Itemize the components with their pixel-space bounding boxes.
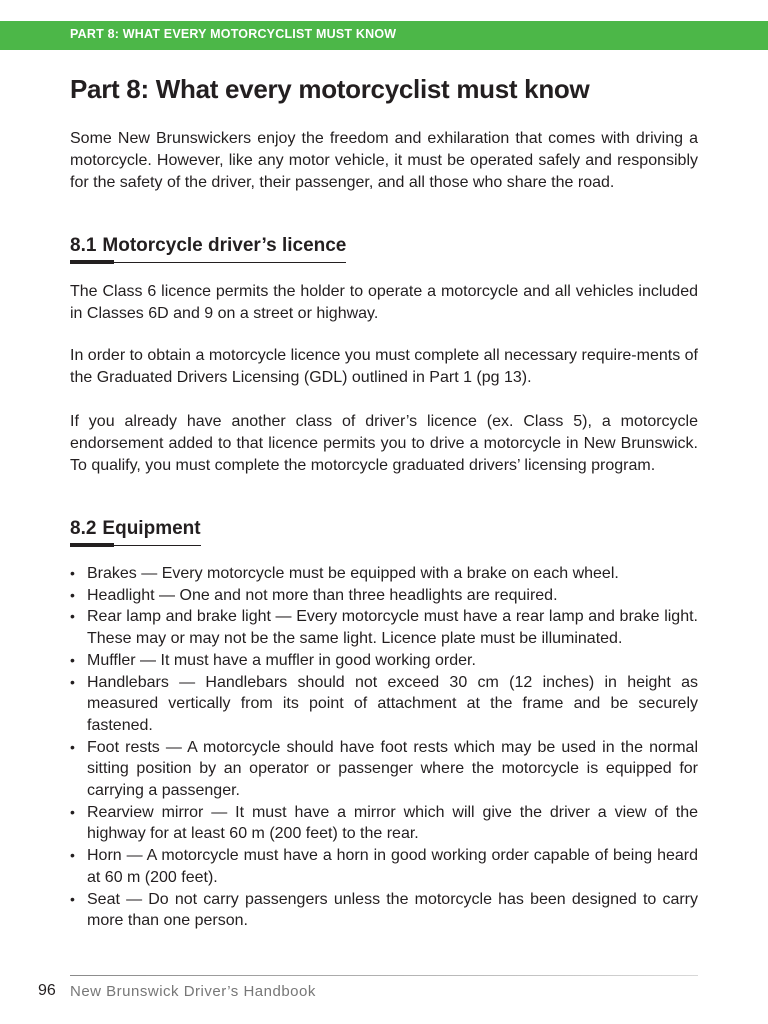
section-heading-8-2 <box>70 517 201 546</box>
equipment-list <box>70 563 698 932</box>
list-item: • Brakes — Every motorcycle must be equipped with a brake on each wheel. <box>70 563 698 585</box>
list-item: • Horn — A motorcycle must have a horn in good working order capable of being heard at 60 m (200 feet). <box>70 847 698 886</box>
footer-divider <box>70 975 698 976</box>
licence-paragraph-3: If you already have another class of driver’s licence (ex. Class 5), a motorcycle endorsement added to that licence permits you to drive a motorcycle in New Brunswick. To qualify, you must complete the motorcycle graduated drivers’ licensing program. <box>70 413 698 474</box>
bullet-icon: • <box>70 738 75 755</box>
section-banner <box>0 21 768 50</box>
bullet-icon: • <box>70 803 75 820</box>
list-item: • Muffler — It must have a muffler in good working order. <box>70 650 698 672</box>
bullet-icon: • <box>70 651 75 668</box>
licence-paragraph-1: The Class 6 licence permits the holder to operate a motorcycle and all vehicles included in Classes 6D and 9 on a street or highway. <box>70 283 698 322</box>
section-title: Motorcycle driver’s licence <box>102 235 347 256</box>
list-item: • Seat — Do not carry passengers unless the motorcycle has been designed to carry more than one person. <box>70 890 698 930</box>
section-heading-accent-bar <box>70 260 114 264</box>
list-item: • Rearview mirror — It must have a mirror which will give the driver a view of the highway for at least 60 m (200 feet) to the rear. <box>70 803 698 843</box>
section-heading-8-1 <box>70 234 346 263</box>
bullet-icon: • <box>70 847 75 864</box>
bullet-icon: • <box>70 608 75 625</box>
bullet-icon: • <box>70 565 75 581</box>
section-number: 8.1 <box>70 235 97 256</box>
banner-text: PART 8: WHAT EVERY MOTORCYCLIST MUST KNOW <box>70 27 397 41</box>
bullet-icon: • <box>70 586 75 603</box>
section-number: 8.2 <box>70 518 97 539</box>
page-title: Part 8: What every motorcyclist must know <box>70 74 590 104</box>
page-number: 96 <box>38 982 56 999</box>
list-item: • Headlight — One and not more than three headlights are required. <box>70 585 698 607</box>
section-heading-accent-bar <box>70 543 114 547</box>
bullet-icon: • <box>70 673 75 690</box>
list-item: • Handlebars — Handlebars should not exceed 30 cm (12 inches) in height as measured vertically from its point of attachment at the frame and be securely fastened. <box>70 673 698 734</box>
bullet-icon: • <box>70 890 75 907</box>
footer-book-title: New Brunswick Driver’s Handbook <box>70 983 316 1000</box>
list-item: • Rear lamp and brake light — Every motorcycle must have a rear lamp and brake light. These may or may not be the same light. Licence plate must be illuminated. <box>70 608 698 648</box>
licence-paragraph-2: In order to obtain a motorcycle licence you must complete all necessary require-ments of the Graduated Drivers Licensing (GDL) outlined in Part 1 (pg 13). <box>70 347 698 386</box>
section-title: Equipment <box>102 518 201 539</box>
intro-paragraph: Some New Brunswickers enjoy the freedom and exhilaration that comes with driving a motorcycle. However, like any motor vehicle, it must be operated safely and responsibly for the safety of the driver, their passenger, and all those who share the road. <box>70 130 698 191</box>
list-item: • Foot rests — A motorcycle should have foot rests which may be used in the normal sitting position by an operator or passenger where the motorcycle is equipped for carrying a passenger. <box>70 738 698 800</box>
